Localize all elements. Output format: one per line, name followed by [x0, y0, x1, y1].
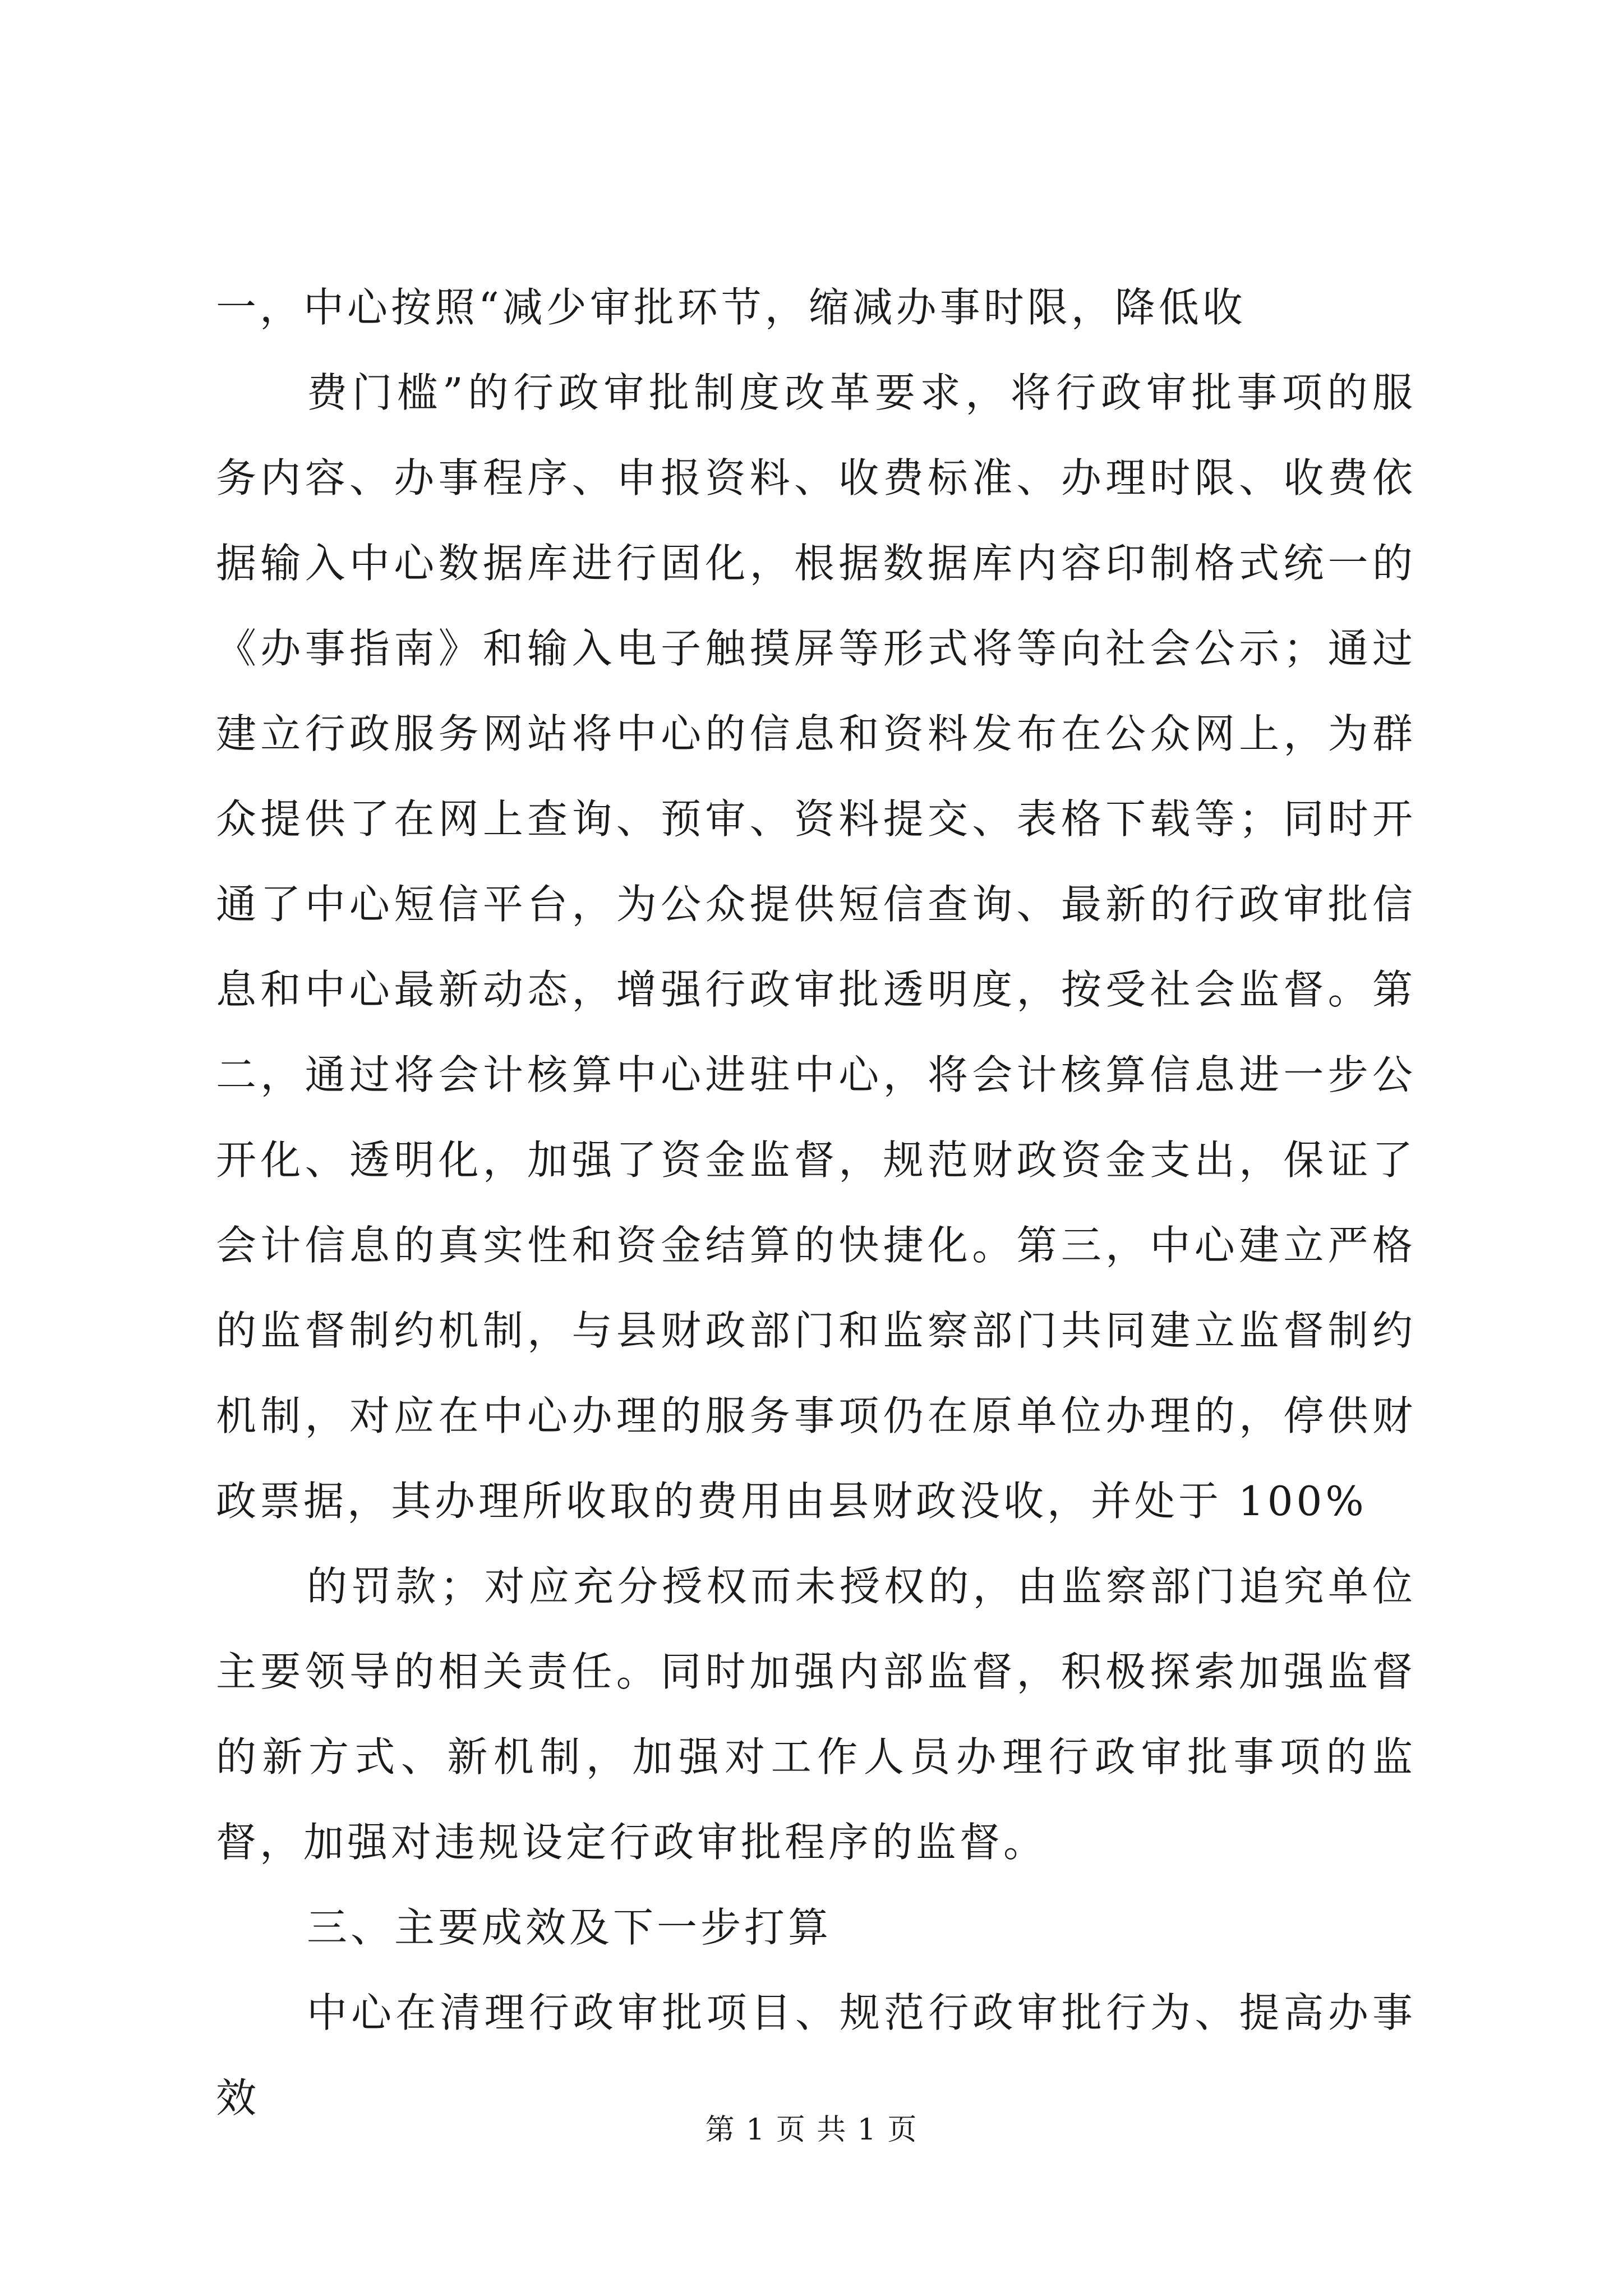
paragraph-3: 的罚款；对应充分授权而未授权的，由监察部门追究单位主要领导的相关责任。同时加强内部监督，积极探索加强监督的新方式、新机制，加强对工作人员办理行政审批事项的监督，加强对违规设定行政审批程序的监督。 [216, 1563, 1416, 1866]
page-footer [0, 2110, 1623, 2150]
paragraph-1: 一，中心按照“减少审批环节，缩减办事时限，降低收 [216, 284, 1246, 331]
page-number-label: 第 1 页 共 1 页 [705, 2113, 918, 2147]
document-body [216, 265, 1416, 2141]
section-heading: 三、主要成效及下一步打算 [307, 1904, 832, 1951]
paragraph-4: 中心在清理行政审批项目、规范行政审批行为、提高办事效 [216, 1989, 1416, 2122]
paragraph-2: 费门槛”的行政审批制度改革要求，将行政审批事项的服务内容、办事程序、申报资料、收费标准、办理时限、收费依据输入中心数据库进行固化，根据数据库内容印制格式统一的《办事指南》和输入电子触摸屏等形式将等向社会公示；通过建立行政服务网站将中心的信息和资料发布在公众网上，为群众提供了在网上查询、预审、资料提交、表格下载等；同时开通了中心短信平台，为公众提供短信查询、最新的行政审批信息和中心最新动态，增强行政审批透明度，按受社会监督。第二，通过将会计核算中心进驻中心，将会计核算信息进一步公开化、透明化，加强了资金监督，规范财政资金支出，保证了会计信息的真实性和资金结算的快捷化。第三，中心建立严格的监督制约机制，与县财政部门和监察部门共同建立监督制约机制，对应在中心办理的服务事项仍在原单位办理的，停供财政票据，其办理所收取的费用由县财政没收，并处于 100% [216, 369, 1416, 1525]
